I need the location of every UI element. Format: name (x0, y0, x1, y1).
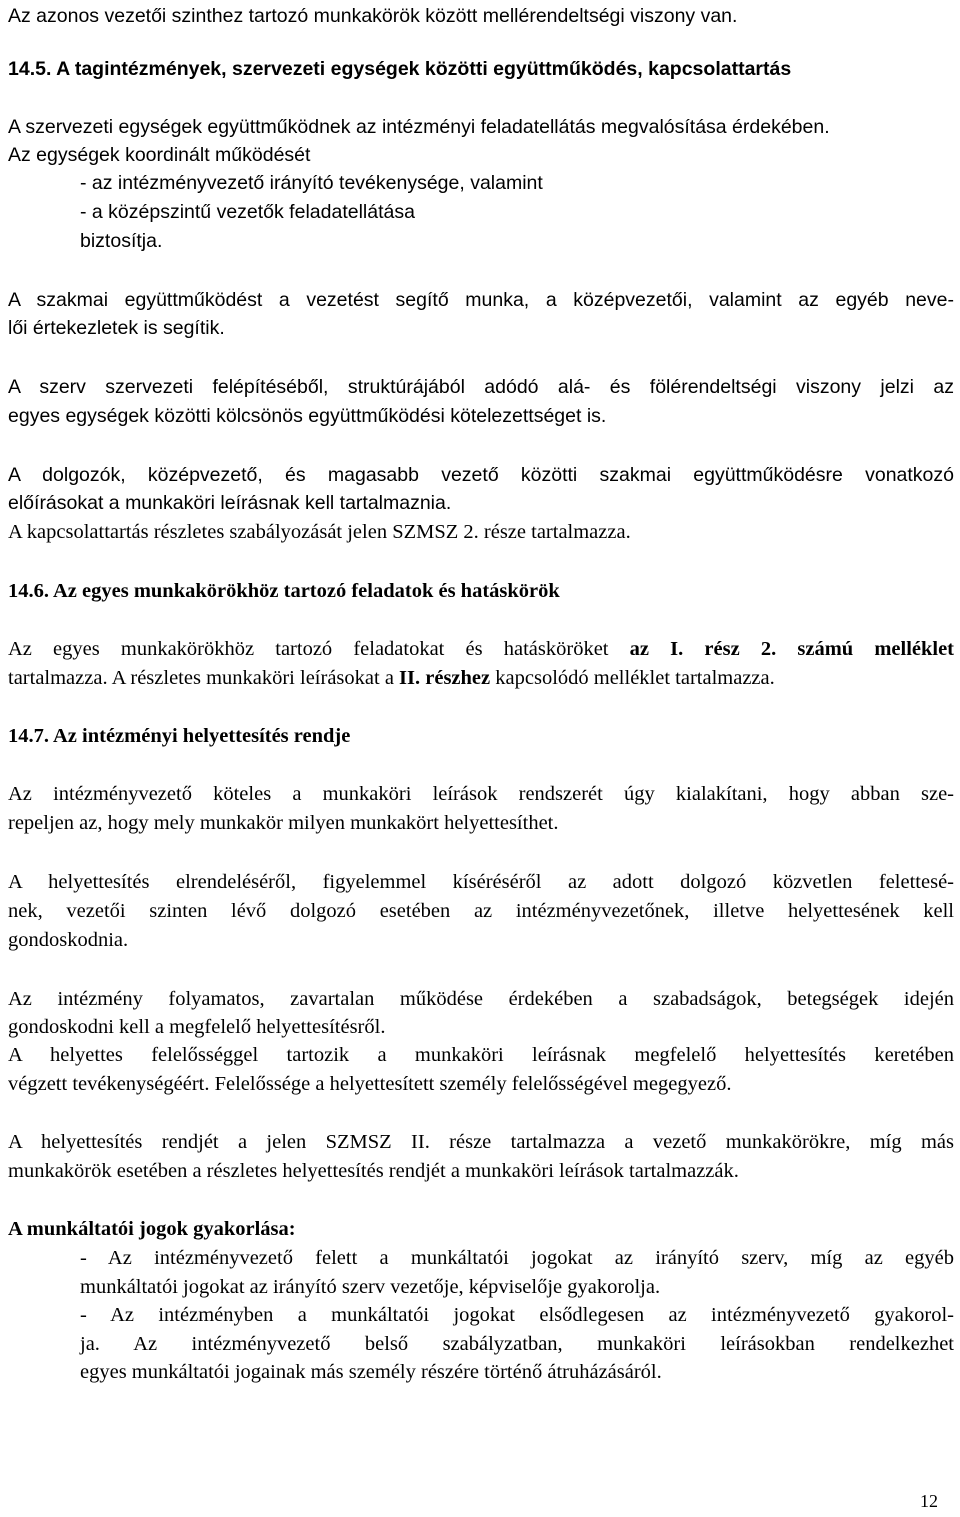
paragraph-line: A dolgozók, középvezető, és magasabb vezető közötti szakmai együttműködésre vonatkozó (8, 464, 954, 486)
list-item-continuation: ja. Az intézményvezető belső szabályzatban, munkaköri leírásokban rendelkezhet (80, 1333, 954, 1355)
paragraph-line: munkakörök esetében a részletes helyettesítés rendjét a munkaköri leírások tartalmazzák. (8, 1160, 739, 1182)
paragraph-line: A helyettes felelősséggel tartozik a munkaköri leírásnak megfelelő helyettesítés keretében (8, 1044, 954, 1066)
paragraph-line: A szakmai együttműködést a vezetést segítő munka, a középvezetői, valamint az egyéb neve- (8, 289, 954, 311)
list-item: - a középszintű vezetők feladatellátása (80, 201, 415, 223)
list-item: - az intézményvezető irányító tevékenysége, valamint (80, 172, 543, 194)
paragraph-line: A szervezeti egységek együttműködnek az intézményi feladatellátás megvalósítása érdekében. (8, 116, 830, 138)
section-heading-14-5: 14.5. A tagintézmények, szervezeti egységek közötti együttműködés, kapcsolattartás (8, 58, 792, 80)
list-item-continuation: munkáltatói jogokat az irányító szerv vezetője, képviselője gyakorolja. (80, 1276, 661, 1298)
paragraph-line: A helyettesítés elrendeléséről, figyelemmel kíséréséről az adott dolgozó közvetlen felettesé- (8, 871, 954, 893)
paragraph-line: Az intézmény folyamatos, zavartalan működése érdekében a szabadságok, betegségek idején (8, 988, 954, 1010)
paragraph-line: biztosítja. (80, 230, 163, 252)
paragraph-line: Az egységek koordinált működését (8, 144, 311, 166)
paragraph-line: A szerv szervezeti felépítéséből, struktúrájából adódó alá- és fölérendeltségi viszony jelzi az (8, 376, 954, 398)
paragraph-line (8, 637, 954, 661)
section-heading-14-6: 14.6. Az egyes munkakörökhöz tartozó feladatok és hatáskörök (8, 580, 560, 602)
part-reference: II. részhez (399, 667, 491, 689)
paragraph-line: egyes egységek közötti kölcsönös együttműködési kötelezettséget is. (8, 405, 607, 427)
page-number: 12 (920, 1491, 938, 1511)
text-run: kapcsolódó melléklet tartalmazza. (490, 667, 775, 689)
paragraph-line: Az azonos vezetői szinthez tartozó munkakörök között mellérendeltségi viszony van. (8, 5, 738, 27)
paragraph-line: Az intézményvezető köteles a munkaköri leírások rendszerét úgy kialakítani, hogy abban sze- (8, 783, 954, 805)
paragraph-line: előírásokat a munkaköri leírásnak kell tartalmaznia. (8, 492, 452, 514)
paragraph-line: lői értekezletek is segítik. (8, 317, 225, 339)
list-item: - Az intézményvezető felett a munkáltatói jogokat az irányító szerv, míg az egyéb (80, 1247, 954, 1269)
list-item-continuation: egyes munkáltatói jogainak más személy részére történő átruházásáról. (80, 1361, 662, 1383)
paragraph-line: A kapcsolattartás részletes szabályozását jelen SZMSZ 2. része tartalmazza. (8, 521, 631, 543)
paragraph-line: gondoskodni kell a megfelelő helyettesítésről. (8, 1016, 386, 1038)
text-run: tartalmazza. A részletes munkaköri leírásokat a (8, 667, 400, 689)
list-item: - Az intézményben a munkáltatói jogokat elsődlegesen az intézményvezető gyakorol- (80, 1304, 954, 1326)
paragraph-line: A helyettesítés rendjét a jelen SZMSZ II. része tartalmazza a vezető munkakörökre, míg más (8, 1131, 954, 1153)
annex-reference: az I. rész 2. számú melléklet (629, 638, 955, 660)
section-heading-14-7: 14.7. Az intézményi helyettesítés rendje (8, 725, 351, 747)
employer-rights-heading: A munkáltatói jogok gyakorlása: (8, 1218, 296, 1240)
paragraph-line: nek, vezetői szinten lévő dolgozó esetében az intézményvezetőnek, illetve helyettesének kell (8, 900, 954, 922)
paragraph-line (8, 666, 775, 690)
paragraph-line: gondoskodnia. (8, 929, 129, 951)
text-run: Az egyes munkakörökhöz tartozó feladatokat és hatásköröket (8, 638, 630, 660)
paragraph-line: végzett tevékenységéért. Felelőssége a helyettesített személy felelősségével megegyező. (8, 1073, 732, 1095)
paragraph-line: repeljen az, hogy mely munkakör milyen munkakört helyettesíthet. (8, 812, 559, 834)
